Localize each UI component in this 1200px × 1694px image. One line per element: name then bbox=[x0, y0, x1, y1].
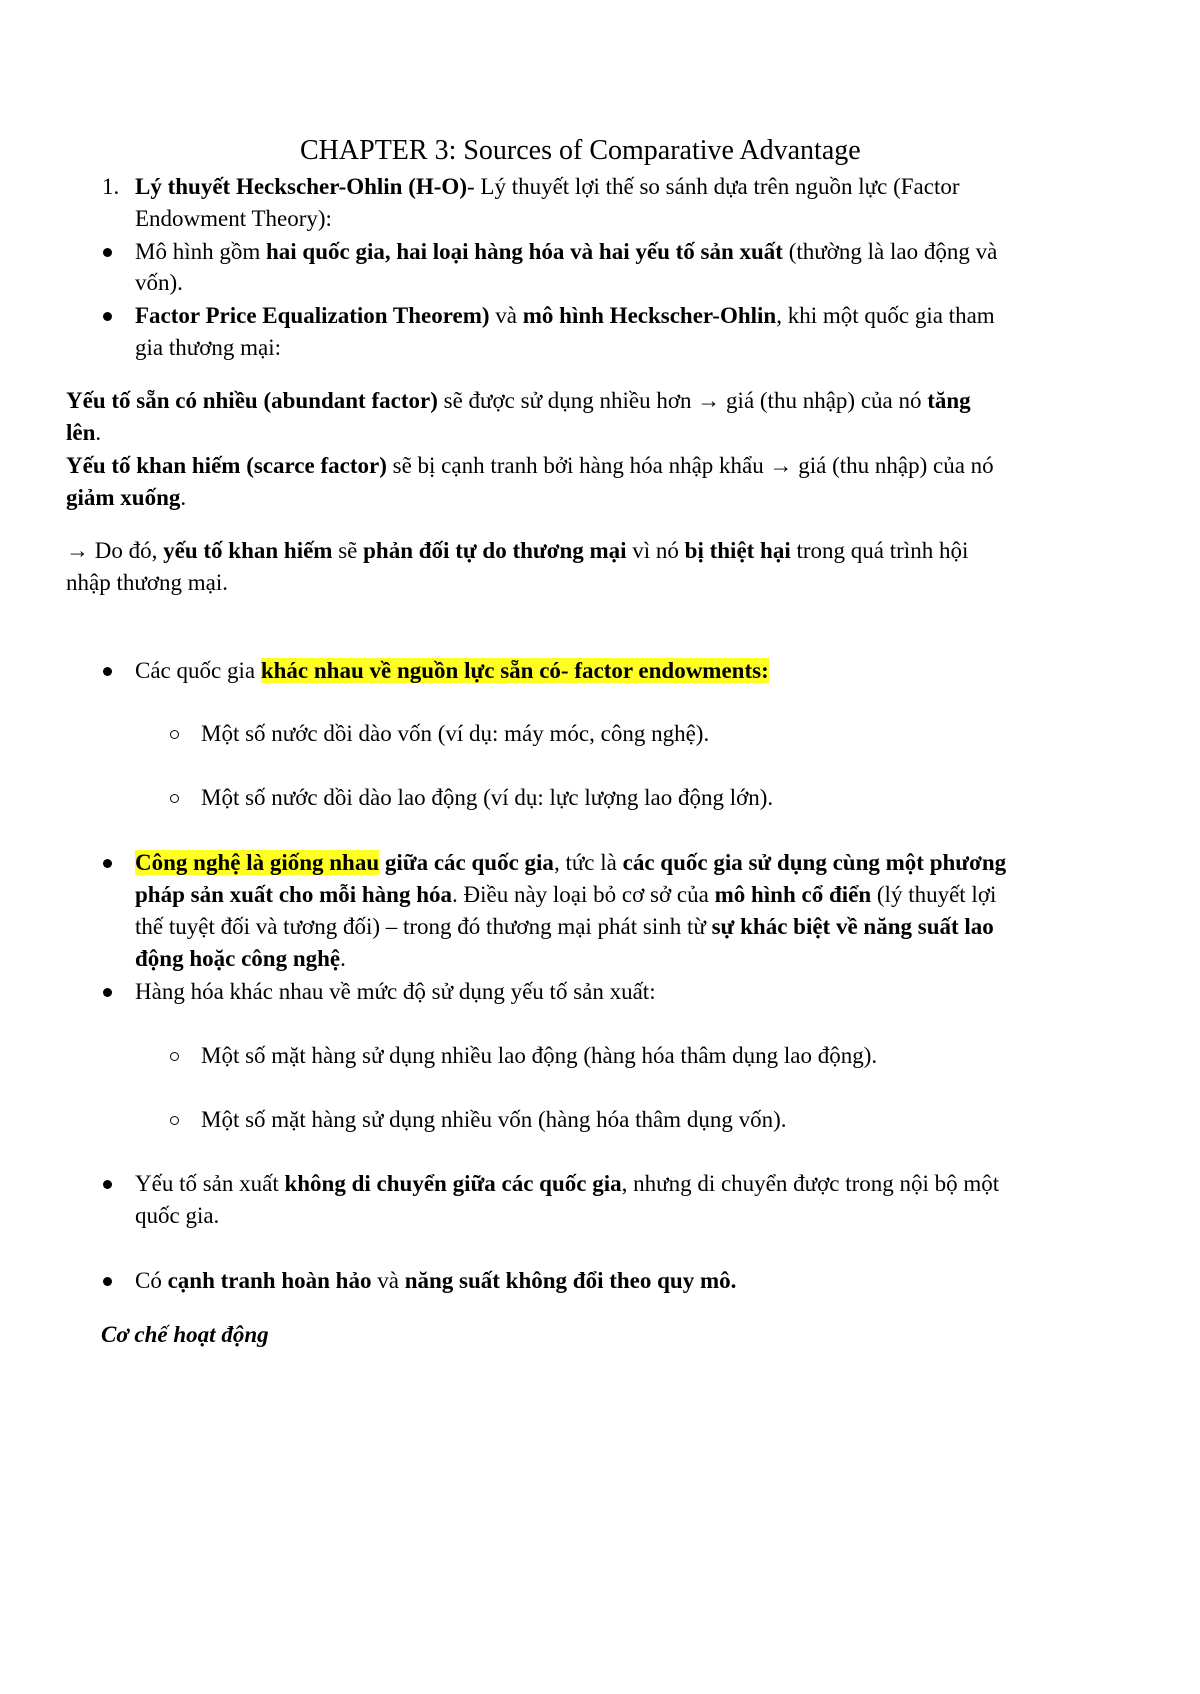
bullet-icon bbox=[103, 1277, 112, 1286]
bullet-6-line-2: quốc gia. bbox=[135, 1203, 220, 1228]
bullet-5-line-1: Hàng hóa khác nhau về mức độ sử dụng yếu tố sản xuất: bbox=[135, 979, 656, 1004]
section-heading: Cơ chế hoạt động bbox=[101, 1322, 269, 1347]
sub-bullet-icon bbox=[170, 1116, 179, 1125]
bullet-4-line-1: Công nghệ là giống nhau giữa các quốc gia, tức là các quốc gia sử dụng cùng một phương bbox=[135, 850, 1007, 875]
sub-bullet-2: Một số nước dồi dào lao động (ví dụ: lực lượng lao động lớn). bbox=[201, 785, 774, 810]
highlighted-text: khác nhau về nguồn lực sẵn có- factor endowments: bbox=[260, 658, 769, 683]
highlighted-text: Công nghệ là giống nhau bbox=[135, 850, 380, 875]
sub-bullet-4: Một số mặt hàng sử dụng nhiều vốn (hàng hóa thâm dụng vốn). bbox=[201, 1107, 787, 1132]
paragraph-conclusion-line-2: nhập thương mại. bbox=[66, 570, 228, 595]
bullet-icon bbox=[103, 1180, 112, 1189]
paragraph-abundant-line-1: Yếu tố sẵn có nhiều (abundant factor) sẽ được sử dụng nhiều hơn → giá (thu nhập) của nó tăng bbox=[66, 388, 971, 413]
paragraph-conclusion-line-1: → Do đó, yếu tố khan hiếm sẽ phản đối tự do thương mại vì nó bị thiệt hại trong quá trình hội bbox=[66, 538, 969, 563]
bullet-1-line-1: Mô hình gồm hai quốc gia, hai loại hàng hóa và hai yếu tố sản xuất (thường là lao động và bbox=[135, 239, 998, 264]
list-item-1-bold: Lý thuyết Heckscher-Ohlin (H-O) bbox=[135, 174, 467, 199]
bullet-7-line-1: Có cạnh tranh hoàn hảo và năng suất không đổi theo quy mô. bbox=[135, 1268, 737, 1293]
list-item-1-text: - Lý thuyết lợi thế so sánh dựa trên nguồn lực (Factor bbox=[466, 174, 960, 199]
sub-bullet-3: Một số mặt hàng sử dụng nhiều lao động (hàng hóa thâm dụng lao động). bbox=[201, 1043, 878, 1068]
bullet-4-line-3: thế tuyệt đối và tương đối) – trong đó thương mại phát sinh từ sự khác biệt về năng suất lao bbox=[135, 914, 994, 939]
list-item-1-line-2: Endowment Theory): bbox=[135, 206, 332, 231]
bullet-6-line-1: Yếu tố sản xuất không di chuyển giữa các quốc gia, nhưng di chuyển được trong nội bộ một bbox=[135, 1171, 1000, 1196]
bullet-icon bbox=[103, 248, 112, 257]
sub-bullet-icon bbox=[170, 794, 179, 803]
list-item-1-line-1 bbox=[135, 172, 960, 202]
page-title: CHAPTER 3: Sources of Comparative Advantage bbox=[300, 135, 861, 166]
bullet-icon bbox=[103, 312, 112, 321]
sub-bullet-icon bbox=[170, 1052, 179, 1061]
sub-bullet-icon bbox=[170, 730, 179, 739]
paragraph-scarce-line-2: giảm xuống. bbox=[66, 485, 187, 510]
bullet-1-line-2: vốn). bbox=[135, 270, 183, 295]
bullet-4-line-4: động hoặc công nghệ. bbox=[135, 946, 346, 971]
bullet-2-line-2: gia thương mại: bbox=[135, 335, 281, 360]
bullet-icon bbox=[103, 667, 112, 676]
bullet-4-line-2: pháp sản xuất cho mỗi hàng hóa. Điều này loại bỏ cơ sở của mô hình cổ điển (lý thuyết lợi bbox=[135, 882, 997, 907]
bullet-icon bbox=[103, 988, 112, 997]
paragraph-abundant-line-2: lên. bbox=[66, 420, 102, 445]
list-number: 1. bbox=[102, 174, 120, 199]
paragraph-scarce-line-1: Yếu tố khan hiếm (scarce factor) sẽ bị cạnh tranh bởi hàng hóa nhập khẩu → giá (thu nhập) của nó bbox=[66, 453, 994, 478]
sub-bullet-1: Một số nước dồi dào vốn (ví dụ: máy móc, công nghệ). bbox=[201, 721, 710, 746]
bullet-3-line-1: Các quốc gia khác nhau về nguồn lực sẵn có- factor endowments: bbox=[135, 658, 769, 683]
bullet-2-line-1: Factor Price Equalization Theorem) và mô hình Heckscher-Ohlin, khi một quốc gia tham bbox=[135, 303, 995, 328]
bullet-icon bbox=[103, 859, 112, 868]
